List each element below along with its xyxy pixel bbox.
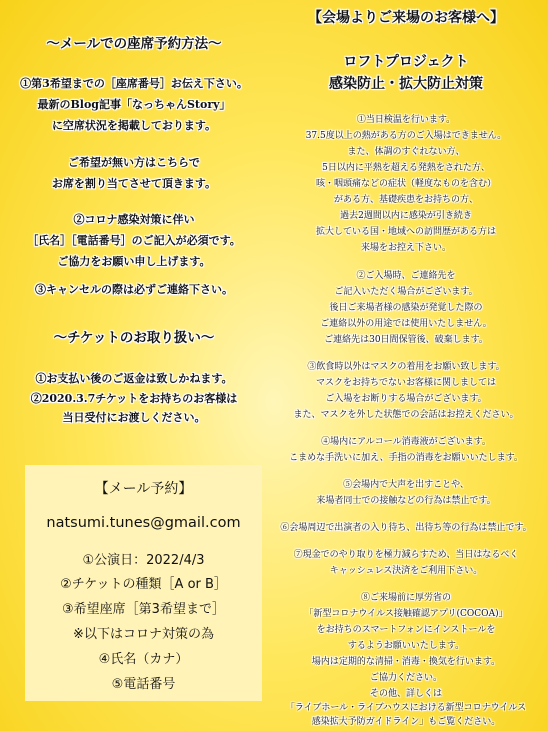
seat-reservation-heading: 〜メールでの座席予約方法〜 bbox=[46, 36, 222, 52]
notice-line: ご連絡以外の用途では使用いたしません。 bbox=[320, 319, 492, 329]
seat-line: 最新のBlog記事「なっちゃんStory」 bbox=[37, 98, 231, 111]
seat-line: ②コロナ感染対策に伴い bbox=[73, 213, 195, 226]
venue-heading: 【会場よりご来場のお客様へ】 bbox=[308, 10, 504, 26]
notice-line: 過去2週間以内に感染が引き続き bbox=[340, 211, 472, 221]
notice-line: ご連絡先は30日間保管後、破棄します。 bbox=[324, 335, 488, 345]
ticket-line: ①お支払い後のご返金は致しかねます。 bbox=[35, 372, 233, 385]
notice-line: をお持ちのスマートフォンにインストールを bbox=[316, 625, 496, 635]
notice-line: ①当日検温を行います。 bbox=[356, 115, 456, 125]
notice-line: キャッシュレス決済をご利用下さい。 bbox=[329, 566, 483, 576]
ticket-line: 当日受付にお渡しください。 bbox=[62, 411, 206, 424]
mail-box-item: ③希望座席［第3希望まで］ bbox=[62, 602, 225, 617]
notice-line: 5日以内に平熱を超える発熱をされた方、 bbox=[322, 163, 490, 173]
notice-line: また、体調のすぐれない方、 bbox=[347, 147, 465, 157]
mail-box-email: natsumi.tunes@gmail.com bbox=[46, 515, 241, 531]
seat-line: ご協力をお願い申し上げます。 bbox=[57, 255, 211, 268]
seat-line: お席を割り当てさせて頂きます。 bbox=[51, 177, 217, 190]
notice-line: 場内は定期的な清掃・消毒・換気を行います。 bbox=[311, 657, 501, 667]
notice-line: 「ライブホール・ライブハウスにおける新型コロナウイルス bbox=[285, 703, 527, 713]
mail-box-item: ⑤電話番号 bbox=[111, 677, 176, 692]
notice-line: がある方、基礎疾患をお持ちの方、 bbox=[333, 195, 478, 205]
notice-line: ⑦現金でのやり取りを極力減らすため、当日はなるべく bbox=[293, 550, 519, 560]
seat-line: ［氏名］［電話番号］のご記入が必須です。 bbox=[27, 234, 241, 247]
notice-line: ご入場をお断りする場合がございます。 bbox=[325, 394, 487, 404]
seat-line: ③キャンセルの際は必ずご連絡下さい。 bbox=[35, 283, 233, 296]
notice-line: 「新型コロナウイルス接触確認アプリ(COCOA)」 bbox=[304, 609, 508, 619]
mail-box-item: ②チケットの種類［A or B］ bbox=[60, 577, 227, 592]
notice-line: こまめな手洗いに加え、手指の消毒をお願いいたします。 bbox=[289, 453, 523, 463]
notice-line: 来場者同士での接触などの行為は禁止です。 bbox=[316, 496, 496, 506]
notice-line: ご協力ください。 bbox=[369, 673, 442, 683]
notice-line: マスクをお持ちでないお客様に関しましては bbox=[316, 378, 496, 388]
notice-line: 感染拡大予防ガイドライン」もご覧ください。 bbox=[311, 717, 501, 727]
notice-line: するようお願いいたします。 bbox=[347, 641, 465, 651]
seat-line: ①第3希望までの［座席番号］お伝え下さい。 bbox=[20, 77, 248, 90]
notice-line: ③飲食時以外はマスクの着用をお願い致します。 bbox=[307, 362, 505, 372]
notice-line: 拡大している国・地域への訪問歴がある方は bbox=[315, 227, 496, 237]
mail-box-item: ④氏名（カナ） bbox=[98, 652, 189, 667]
notice-line: ⑧ご来場前に厚労省の bbox=[360, 593, 451, 603]
notice-line: 37.5度以上の熱がある方のご入場はできません。 bbox=[305, 131, 507, 141]
notice-line: 後日ご来場者様の感染が発覚した際の bbox=[329, 303, 483, 313]
mail-box-item: ※以下はコロナ対策の為 bbox=[73, 627, 214, 642]
notice-line: 咳・咽頭痛などの症状（軽度なものを含む） bbox=[315, 179, 496, 189]
seat-line: ご希望が無い方はこちらで bbox=[68, 156, 200, 169]
notice-line: ④場内にアルコール消毒液がございます。 bbox=[321, 437, 491, 447]
notice-line: ご記入いただく場合がございます。 bbox=[334, 287, 478, 297]
mail-box-title: 【メール予約】 bbox=[94, 481, 193, 497]
ticket-heading: 〜チケットのお取り扱い〜 bbox=[53, 330, 215, 346]
venue-subheading: ロフトプロジェクト bbox=[343, 54, 469, 70]
seat-line: に空席状況を掲載しております。 bbox=[51, 119, 217, 132]
notice-line: ⑥会場周辺で出演者の入り待ち、出待ち等の行為は禁止です。 bbox=[280, 523, 532, 533]
notice-line: ⑤会場内で大声を出すことや、 bbox=[343, 480, 469, 490]
notice-line: また、マスクを外した状態での会話はお控えください。 bbox=[293, 410, 519, 420]
venue-subheading: 感染防止・拡大防止対策 bbox=[329, 76, 483, 92]
notice-line: その他、詳しくは bbox=[369, 689, 442, 699]
notice-line: 来場をお控え下さい。 bbox=[360, 243, 451, 253]
ticket-line: ②2020.3.7チケットをお持ちのお客様は bbox=[30, 392, 238, 405]
mail-box-item: ①公演日：2022/4/3 bbox=[82, 553, 205, 568]
notice-line: ②ご入場時、ご連絡先を bbox=[356, 271, 456, 281]
